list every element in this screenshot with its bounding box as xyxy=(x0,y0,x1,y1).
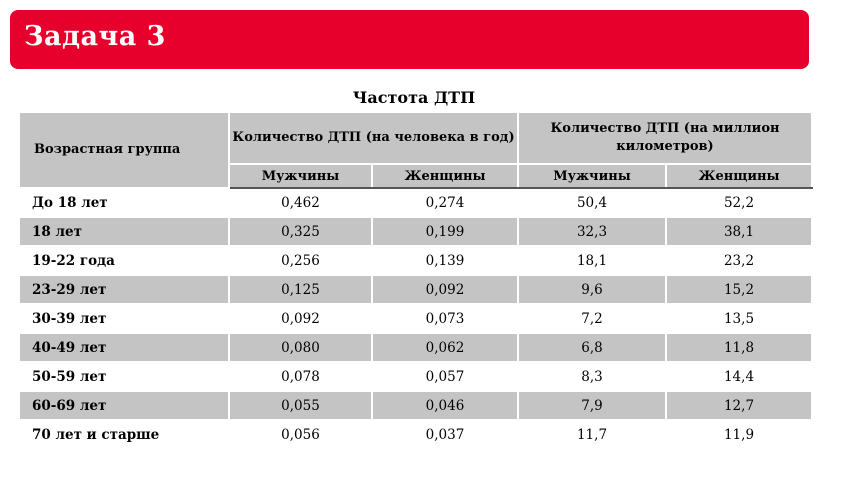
value-cell: 38,1 xyxy=(666,217,812,246)
value-cell: 8,3 xyxy=(518,362,666,391)
slide-title: Задача 3 xyxy=(24,21,166,52)
value-cell: 0,274 xyxy=(372,188,518,217)
value-cell: 7,9 xyxy=(518,391,666,420)
value-cell: 0,073 xyxy=(372,304,518,333)
value-cell: 14,4 xyxy=(666,362,812,391)
table-row xyxy=(19,188,812,217)
table-row xyxy=(19,275,812,304)
table-row xyxy=(19,246,812,275)
table-row xyxy=(19,333,812,362)
value-cell: 0,256 xyxy=(229,246,372,275)
value-cell: 0,325 xyxy=(229,217,372,246)
value-cell: 32,3 xyxy=(518,217,666,246)
age-cell: 60-69 лет xyxy=(19,391,229,420)
table-row xyxy=(19,304,812,333)
age-cell: До 18 лет xyxy=(19,188,229,217)
age-group-header: Возрастная группа xyxy=(19,112,229,188)
value-cell: 0,092 xyxy=(229,304,372,333)
title-banner xyxy=(10,10,809,69)
per-person-header: Количество ДТП (на человека в год) xyxy=(229,112,518,164)
value-cell: 0,199 xyxy=(372,217,518,246)
value-cell: 52,2 xyxy=(666,188,812,217)
age-cell: 70 лет и старше xyxy=(19,420,229,449)
table-row xyxy=(19,420,812,449)
value-cell: 0,037 xyxy=(372,420,518,449)
value-cell: 11,9 xyxy=(666,420,812,449)
table-caption: Частота ДТП xyxy=(352,88,476,107)
age-cell: 40-49 лет xyxy=(19,333,229,362)
value-cell: 7,2 xyxy=(518,304,666,333)
value-cell: 0,080 xyxy=(229,333,372,362)
value-cell: 0,125 xyxy=(229,275,372,304)
value-cell: 18,1 xyxy=(518,246,666,275)
men-header: Мужчины xyxy=(518,164,666,188)
value-cell: 6,8 xyxy=(518,333,666,362)
value-cell: 11,8 xyxy=(666,333,812,362)
value-cell: 0,139 xyxy=(372,246,518,275)
value-cell: 0,055 xyxy=(229,391,372,420)
per-million-km-header: Количество ДТП (на миллион километров) xyxy=(518,112,812,164)
women-header: Женщины xyxy=(666,164,812,188)
table-row xyxy=(19,391,812,420)
age-cell: 18 лет xyxy=(19,217,229,246)
value-cell: 23,2 xyxy=(666,246,812,275)
table-row xyxy=(19,362,812,391)
accident-frequency-table xyxy=(18,111,813,450)
value-cell: 9,6 xyxy=(518,275,666,304)
men-header: Мужчины xyxy=(229,164,372,188)
value-cell: 0,462 xyxy=(229,188,372,217)
age-cell: 50-59 лет xyxy=(19,362,229,391)
value-cell: 50,4 xyxy=(518,188,666,217)
age-cell: 30-39 лет xyxy=(19,304,229,333)
value-cell: 0,046 xyxy=(372,391,518,420)
women-header: Женщины xyxy=(372,164,518,188)
value-cell: 0,062 xyxy=(372,333,518,362)
table-row xyxy=(19,217,812,246)
age-cell: 19-22 года xyxy=(19,246,229,275)
value-cell: 0,056 xyxy=(229,420,372,449)
value-cell: 15,2 xyxy=(666,275,812,304)
value-cell: 0,092 xyxy=(372,275,518,304)
value-cell: 12,7 xyxy=(666,391,812,420)
value-cell: 0,078 xyxy=(229,362,372,391)
value-cell: 11,7 xyxy=(518,420,666,449)
value-cell: 0,057 xyxy=(372,362,518,391)
age-cell: 23-29 лет xyxy=(19,275,229,304)
value-cell: 13,5 xyxy=(666,304,812,333)
